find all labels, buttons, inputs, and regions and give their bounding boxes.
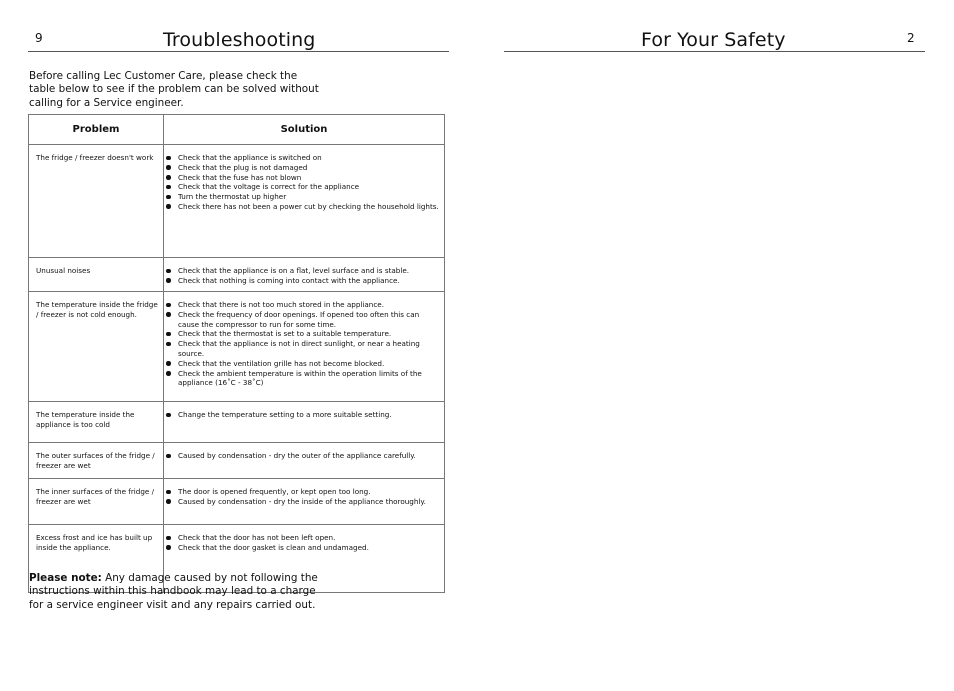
- table-body: [29, 145, 445, 593]
- problem-header: Problem: [29, 115, 164, 145]
- solution-item: The door is opened frequently, or kept open too long.: [165, 487, 440, 497]
- table-row: [29, 145, 445, 258]
- table-header-row: [29, 115, 445, 145]
- table-row: [29, 479, 445, 525]
- page-title: For Your Safety: [641, 29, 786, 51]
- solution-item: Check that the thermostat is set to a suitable temperature.: [165, 329, 440, 339]
- intro-text: Before calling Lec Customer Care, please check the table below to see if the problem can be solved without calling for a Service engineer.: [29, 70, 319, 109]
- solution-cell: [164, 292, 445, 402]
- solution-item: Turn the thermostat up higher: [165, 192, 440, 202]
- solution-item: Check that there is not too much stored in the appliance.: [165, 300, 440, 310]
- solution-list: [165, 410, 440, 420]
- troubleshooting-table: [28, 114, 445, 593]
- page-number: 2: [907, 31, 915, 45]
- solution-item: Caused by condensation - dry the outer of the appliance carefully.: [165, 451, 440, 461]
- please-note: [29, 572, 319, 612]
- solution-cell: [164, 479, 445, 525]
- solution-list: [165, 487, 440, 507]
- solution-cell: [164, 402, 445, 443]
- problem-cell: The inner surfaces of the fridge / freezer are wet: [29, 479, 164, 525]
- solution-item: Check that nothing is coming into contact with the appliance.: [165, 276, 440, 286]
- page-title: Troubleshooting: [163, 29, 316, 51]
- solution-item: Check that the plug is not damaged: [165, 163, 440, 173]
- solution-item: Check that the appliance is not in direct sunlight, or near a heating source.: [165, 339, 440, 359]
- problem-cell: The outer surfaces of the fridge / freezer are wet: [29, 443, 164, 479]
- right-page: [477, 0, 954, 691]
- solution-item: Check that the voltage is correct for the appliance: [165, 182, 440, 192]
- solution-item: Check the ambient temperature is within the operation limits of the appliance (16˚C - 38˚C): [165, 369, 440, 389]
- solution-cell: [164, 443, 445, 479]
- problem-cell: Excess frost and ice has built up inside the appliance.: [29, 525, 164, 593]
- solution-list: [165, 451, 440, 461]
- problem-cell: Unusual noises: [29, 258, 164, 292]
- solution-cell: [164, 258, 445, 292]
- title-rule: [504, 51, 925, 52]
- table-row: [29, 258, 445, 292]
- solution-list: [165, 533, 440, 553]
- page-number: 9: [35, 31, 43, 45]
- note-text: Any damage caused by not following the instructions within this handbook may lead to a charge for a service engineer visit and any repairs carried out.: [29, 572, 318, 611]
- problem-cell: The temperature inside the appliance is too cold: [29, 402, 164, 443]
- table-row: [29, 443, 445, 479]
- solution-list: [165, 153, 440, 212]
- solution-item: Check that the appliance is switched on: [165, 153, 440, 163]
- solution-item: Check that the door gasket is clean and undamaged.: [165, 543, 440, 553]
- solution-item: Check that the fuse has not blown: [165, 173, 440, 183]
- problem-cell: The temperature inside the fridge / freezer is not cold enough.: [29, 292, 164, 402]
- solution-item: Check that the ventilation grille has not become blocked.: [165, 359, 440, 369]
- title-rule: [28, 51, 449, 52]
- solution-item: Check there has not been a power cut by checking the household lights.: [165, 202, 440, 212]
- solution-item: Caused by condensation - dry the inside of the appliance thoroughly.: [165, 497, 440, 507]
- solution-header: Solution: [164, 115, 445, 145]
- table-row: [29, 402, 445, 443]
- table-row: [29, 292, 445, 402]
- solution-item: Check that the appliance is on a flat, level surface and is stable.: [165, 266, 440, 276]
- solution-item: Change the temperature setting to a more suitable setting.: [165, 410, 440, 420]
- solution-list: [165, 266, 440, 286]
- solution-list: [165, 300, 440, 388]
- problem-cell: The fridge / freezer doesn't work: [29, 145, 164, 258]
- solution-cell: [164, 145, 445, 258]
- solution-item: Check that the door has not been left open.: [165, 533, 440, 543]
- solution-item: Check the frequency of door openings. If opened too often this can cause the compressor to run for some time.: [165, 310, 440, 330]
- note-label: Please note:: [29, 572, 102, 584]
